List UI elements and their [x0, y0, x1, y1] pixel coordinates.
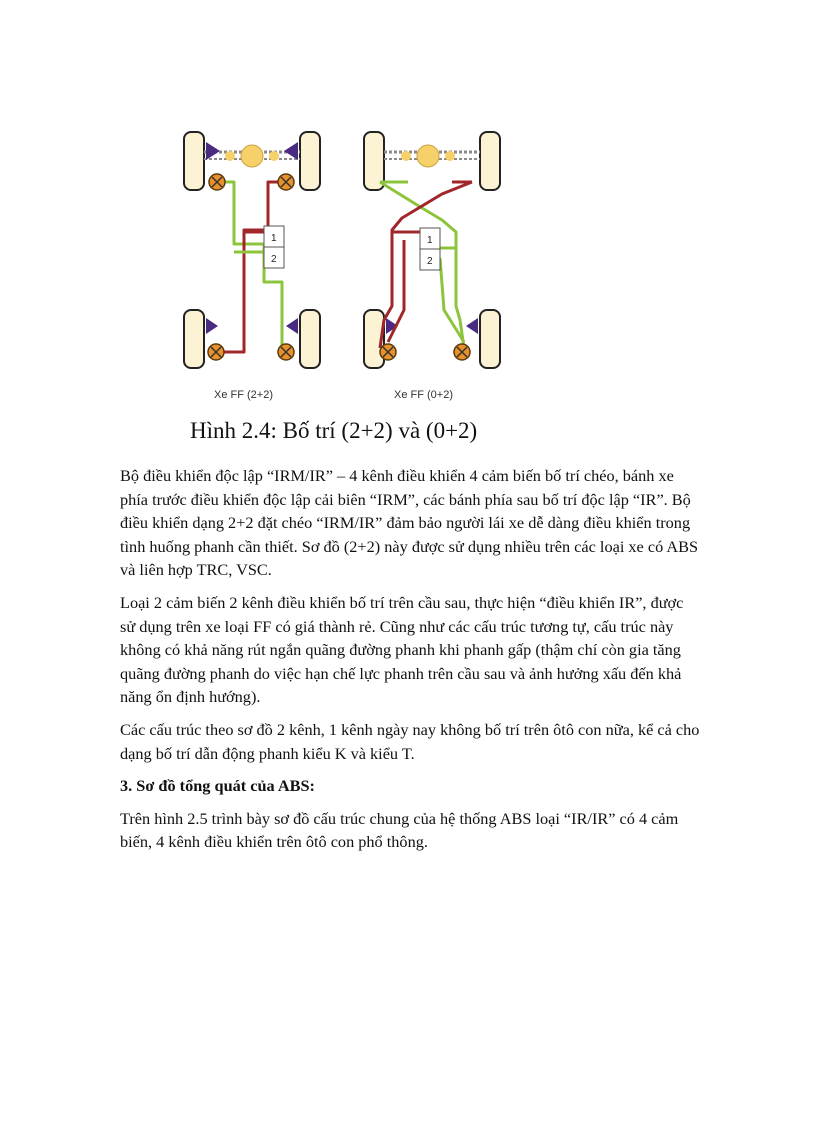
- paragraph-1: Bộ điều khiển độc lập “IRM/IR” – 4 kênh điều khiển 4 cảm biến bố trí chéo, bánh xe phía trước điều khiển độc lập cải biên “IRM”, các bánh phía sau bố trí độc lập “IR”. Bộ điều khiển dạng 2+2 đặt chéo “IRM/IR” đảm bảo người lái xe dễ dàng điều khiển trong tình huống phanh cần thiết. Sơ đồ (2+2) này được sử dụng nhiều trên các loại xe có ABS và liên hợp TRC, VSC.: [120, 466, 699, 580]
- channel-2-label: 2: [271, 254, 277, 265]
- rear-left-wheel: [184, 310, 204, 368]
- sensor-front-right: [284, 142, 298, 160]
- brake-rear-right: [278, 344, 294, 360]
- sensor-rear-left: [206, 318, 218, 334]
- rear-right-wheel: [300, 310, 320, 368]
- sensor-rear-right: [286, 318, 298, 334]
- front-left-wheel: [184, 132, 204, 190]
- section-heading: 3. Sơ đồ tổng quát của ABS:: [120, 776, 315, 796]
- front-right-wheel: [300, 132, 320, 190]
- abs-layout-figure: [170, 120, 530, 420]
- diagram-2plus2: [184, 132, 320, 401]
- differential: [241, 145, 263, 167]
- channel-1-label: 1: [427, 235, 433, 246]
- brake-rear-left: [208, 344, 224, 360]
- body-text: [120, 464, 700, 863]
- differential: [417, 145, 439, 167]
- right-diagram-label: Xe FF (0+2): [394, 389, 453, 401]
- figure-caption: Hình 2.4: Bố trí (2+2) và (0+2): [190, 418, 478, 443]
- channel-1-label: 1: [271, 233, 277, 244]
- front-right-wheel: [480, 132, 500, 190]
- sensor-rear-right: [466, 318, 478, 334]
- diagram-0plus2: [364, 132, 500, 401]
- brake-rear-right: [454, 344, 470, 360]
- brake-front-right: [278, 174, 294, 190]
- brake-rear-left: [380, 344, 396, 360]
- paragraph-3: Các cấu trúc theo sơ đồ 2 kênh, 1 kênh ngày nay không bố trí trên ôtô con nữa, kể cả cho dạng bố trí dẫn động phanh kiểu K và kiểu T.: [120, 719, 700, 763]
- rear-right-wheel: [480, 310, 500, 368]
- abs-layout-diagram: [170, 120, 530, 420]
- brake-front-left: [209, 174, 225, 190]
- paragraph-2: Loại 2 cảm biến 2 kênh điều khiển bố trí trên cầu sau, thực hiện “điều khiển IR”, được sử dụng trên xe loại FF có giá thành rẻ. Cũng như các cấu trúc tương tự, cấu trúc này không có khả năng rút ngắn quãng đường phanh khi phanh gấp (thậm chí còn gia tăng quãng đường phanh do việc hạn chế lực phanh trên cầu sau và ảnh hưởng xấu đến khả năng ổn định hướng).: [120, 592, 684, 707]
- channel-2-label: 2: [427, 256, 433, 267]
- sensor-front-left: [206, 142, 220, 160]
- paragraph-4: Trên hình 2.5 trình bày sơ đồ cấu trúc chung của hệ thống ABS loại “IR/IR” có 4 cảm biến, 4 kênh điều khiển trên ôtô con phổ thông.: [120, 808, 679, 852]
- left-diagram-label: Xe FF (2+2): [214, 389, 273, 401]
